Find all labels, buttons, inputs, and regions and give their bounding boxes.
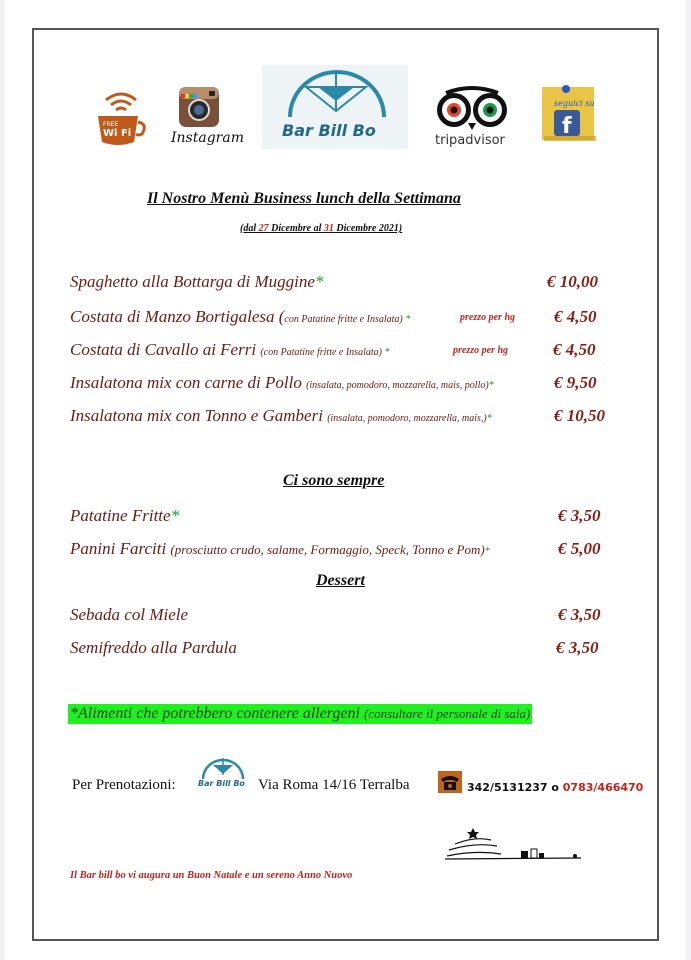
menu-item: Panini Farciti (prosciutto crudo, salame, Formaggio, Speck, Tonno e Pom)* <box>70 539 490 558</box>
date-range: (dal 27 Dicembre al 31 Dicembre 2021) <box>240 223 403 234</box>
christmas-tree-illustration <box>445 824 583 864</box>
phone-numbers: 342/5131237 o 0783/466470 <box>467 781 644 794</box>
dessert-section-title: Dessert <box>316 572 365 589</box>
price-per-hg: prezzo per hg <box>460 312 516 323</box>
facebook-note: seguici su <box>554 99 595 108</box>
address: Via Roma 14/16 Terralba <box>258 777 410 793</box>
facebook-letter: f <box>562 114 572 139</box>
menu-item: Sebada col Miele <box>70 605 189 624</box>
menu-item: Patatine Fritte* <box>70 506 180 525</box>
menu-item: Costata di Manzo Bortigalesa (con Patatine fritte e Insalata) * <box>70 307 411 326</box>
facebook-postit-icon[interactable] <box>540 84 597 142</box>
menu-item-price: € 9,50 <box>554 373 597 392</box>
bar-logo-label: Bar Bill Bo <box>282 121 376 140</box>
menu-item-price: € 10,50 <box>554 406 605 425</box>
menu-item: Semifreddo alla Pardula <box>70 638 237 657</box>
telephone-icon <box>438 771 462 793</box>
menu-item-price: € 4,50 <box>554 307 597 326</box>
menu-item-price: € 3,50 <box>558 605 601 624</box>
price-per-hg: prezzo per hg <box>453 345 509 356</box>
small-logo-label: Bar Bill Bo <box>198 779 245 788</box>
menu-item-price: € 10,00 <box>547 272 598 291</box>
menu-item: Insalatona mix con Tonno e Gamberi (insalata, pomodoro, mozzarella, mais,)* <box>70 406 492 425</box>
allergen-note: *Alimenti che potrebbero contenere allergeni (consultare il personale di sala) <box>70 705 531 722</box>
instagram-label: Instagram <box>171 130 244 146</box>
always-section-title: Ci sono sempre <box>283 472 385 489</box>
wifi-label: Wi Fi <box>103 128 132 139</box>
wifi-badge: FREE <box>103 121 119 128</box>
tripadvisor-label: tripadvisor <box>435 133 505 148</box>
menu-title: Il Nostro Menù Business lunch della Settimana <box>147 190 461 207</box>
wifi-coffee-icon <box>92 86 150 150</box>
instagram-icon[interactable] <box>178 86 220 128</box>
season-greeting: Il Bar bill bo vi augura un Buon Natale e un sereno Anno Nuovo <box>70 870 353 881</box>
menu-item-price: € 5,00 <box>558 539 601 558</box>
menu-item: Costata di Cavallo ai Ferri (con Patatine fritte e Insalata) * <box>70 340 390 359</box>
menu-item-price: € 4,50 <box>553 340 596 359</box>
bar-bill-bo-small-logo <box>195 755 251 791</box>
tripadvisor-owl-icon[interactable] <box>432 85 512 131</box>
menu-item: Spaghetto alla Bottarga di Muggine* <box>70 272 324 291</box>
booking-label: Per Prenotazioni: <box>72 777 176 793</box>
menu-item-price: € 3,50 <box>556 638 599 657</box>
menu-item-price: € 3,50 <box>558 506 601 525</box>
menu-item: Insalatona mix con carne di Pollo (insalata, pomodoro, mozzarella, mais, pollo)* <box>70 373 494 392</box>
